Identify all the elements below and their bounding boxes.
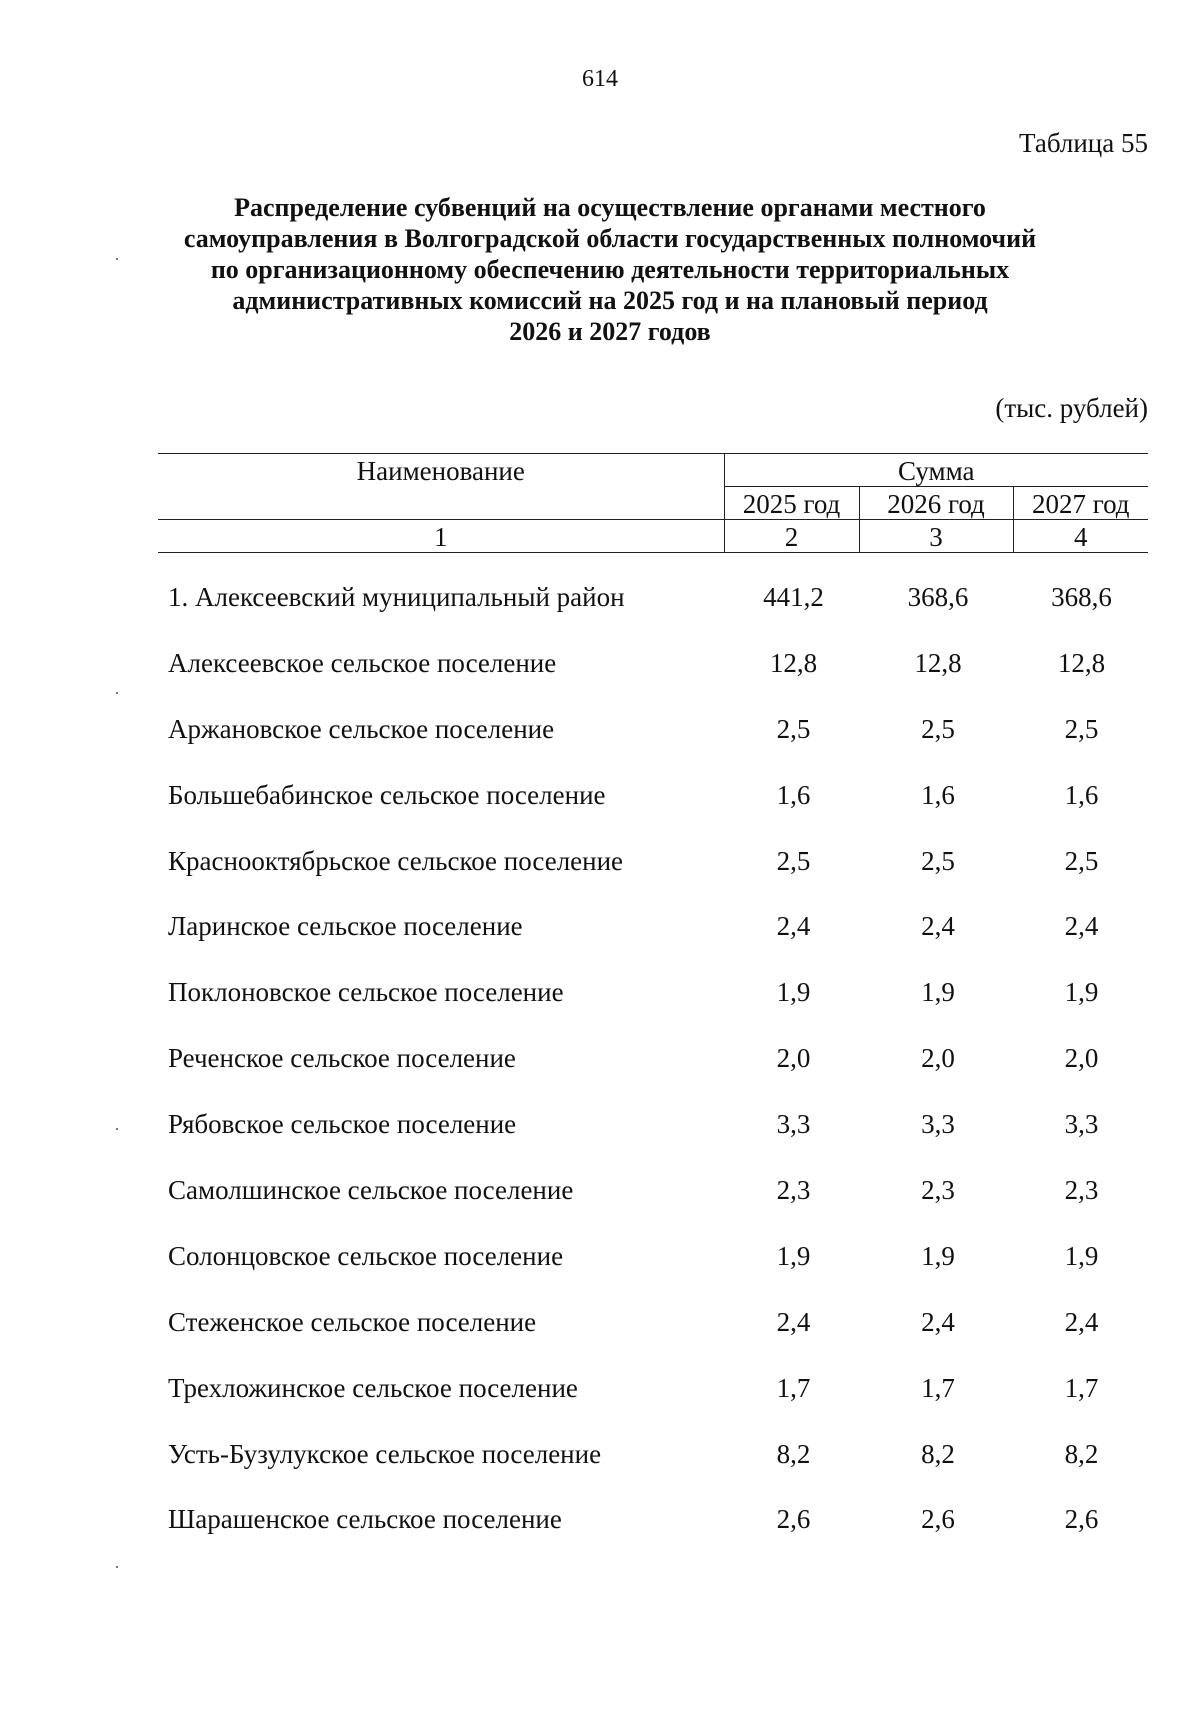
title-line: 2026 и 2027 годов bbox=[509, 317, 711, 346]
col-number-2: 2 bbox=[724, 520, 859, 553]
row-name: Шарашенское сельское поселение bbox=[168, 1504, 562, 1535]
header-sum: Сумма bbox=[724, 454, 1148, 487]
row-value-2027: 2,6 bbox=[1064, 1504, 1099, 1535]
units-label: (тыс. рублей) bbox=[995, 393, 1148, 423]
row-name: Усть-Бузулукское сельское поселение bbox=[168, 1438, 602, 1469]
row-name: Поклоновское сельское поселение bbox=[168, 977, 564, 1008]
row-value-2026: 368,6 bbox=[907, 582, 969, 612]
row-name: Стеженское сельское поселение bbox=[168, 1306, 537, 1337]
table-row bbox=[158, 1373, 1148, 1439]
table-row bbox=[158, 1175, 1148, 1241]
table-row bbox=[158, 1439, 1148, 1505]
table-row bbox=[158, 648, 1148, 714]
row-value-2026: 12,8 bbox=[914, 647, 962, 678]
table-row bbox=[158, 1504, 1148, 1570]
row-value-2026: 2,5 bbox=[921, 713, 955, 744]
table-row bbox=[158, 1109, 1148, 1175]
margin-speck bbox=[116, 1566, 118, 1568]
table-label: Таблица 55 bbox=[1019, 128, 1148, 158]
row-value-2026: 2,4 bbox=[921, 911, 955, 942]
row-name: Краснооктябрьское сельское поселение bbox=[168, 845, 624, 876]
row-name: 1. Алексеевский муниципальный район bbox=[168, 582, 625, 612]
table-row bbox=[158, 1241, 1148, 1307]
row-value-2027: 3,3 bbox=[1064, 1109, 1099, 1140]
header-year-2027: 2027 год bbox=[1013, 487, 1148, 520]
row-value-2027: 2,0 bbox=[1064, 1043, 1099, 1074]
row-name: Реченское сельское поселение bbox=[168, 1043, 516, 1074]
row-value-2025: 1,7 bbox=[776, 1372, 811, 1403]
table-row bbox=[158, 977, 1148, 1043]
title-line: Распределение субвенций на осуществление органами местного bbox=[234, 193, 986, 222]
row-value-2025: 2,0 bbox=[776, 1043, 811, 1074]
table-row bbox=[158, 1307, 1148, 1373]
col-number-4: 4 bbox=[1013, 520, 1148, 553]
row-value-2025: 2,6 bbox=[776, 1504, 811, 1535]
row-value-2027: 8,2 bbox=[1064, 1438, 1099, 1469]
row-value-2025: 8,2 bbox=[776, 1438, 811, 1469]
title-line: самоуправления в Волгоградской области государственных полномочий bbox=[183, 224, 1037, 253]
row-name: Солонцовское сельское поселение bbox=[168, 1240, 564, 1271]
table-row bbox=[158, 911, 1148, 977]
row-name: Аржановское сельское поселение bbox=[168, 713, 555, 744]
header-year-2026: 2026 год bbox=[859, 487, 1013, 520]
row-value-2025: 2,3 bbox=[776, 1175, 811, 1206]
row-value-2027: 1,6 bbox=[1064, 779, 1099, 810]
row-value-2027: 2,4 bbox=[1064, 1306, 1099, 1337]
margin-speck bbox=[116, 1128, 118, 1130]
row-value-2025: 2,5 bbox=[776, 713, 811, 744]
margin-speck bbox=[116, 258, 118, 260]
row-value-2027: 368,6 bbox=[1051, 582, 1112, 612]
table-row bbox=[158, 846, 1148, 912]
title-line: административных комиссий на 2025 год и на плановый период bbox=[232, 286, 988, 315]
row-value-2025: 1,6 bbox=[776, 779, 811, 810]
row-name: Ларинское сельское поселение bbox=[168, 911, 523, 942]
row-value-2025: 2,4 bbox=[776, 911, 811, 942]
row-name: Трехложинское сельское поселение bbox=[168, 1372, 578, 1403]
header-year-2025: 2025 год bbox=[724, 487, 859, 520]
table-row bbox=[158, 780, 1148, 846]
row-value-2027: 12,8 bbox=[1057, 647, 1106, 678]
header-name: Наименование bbox=[158, 454, 724, 520]
row-value-2027: 1,7 bbox=[1064, 1372, 1099, 1403]
page-number: 614 bbox=[582, 66, 618, 92]
row-value-2026: 8,2 bbox=[921, 1438, 955, 1469]
row-value-2025: 1,9 bbox=[776, 977, 811, 1008]
row-value-2027: 2,4 bbox=[1064, 911, 1099, 942]
row-value-2026: 2,0 bbox=[921, 1043, 955, 1074]
table-row bbox=[158, 582, 1148, 648]
row-value-2026: 2,6 bbox=[921, 1504, 955, 1535]
row-value-2025: 2,5 bbox=[776, 845, 811, 876]
row-value-2027: 2,5 bbox=[1064, 845, 1099, 876]
margin-speck bbox=[116, 692, 118, 694]
row-value-2025: 2,4 bbox=[776, 1306, 811, 1337]
table-body bbox=[158, 582, 1148, 1570]
row-value-2026: 1,7 bbox=[921, 1372, 955, 1403]
row-value-2025: 441,2 bbox=[763, 582, 824, 612]
row-value-2025: 3,3 bbox=[776, 1109, 811, 1140]
row-value-2026: 1,9 bbox=[921, 977, 955, 1008]
col-number-1: 1 bbox=[158, 520, 724, 553]
row-value-2026: 1,6 bbox=[921, 779, 955, 810]
row-name: Алексеевское сельское поселение bbox=[168, 647, 557, 678]
row-value-2027: 1,9 bbox=[1064, 977, 1099, 1008]
row-value-2026: 1,9 bbox=[921, 1240, 955, 1271]
table-header bbox=[158, 453, 1148, 553]
row-value-2026: 2,4 bbox=[921, 1306, 955, 1337]
title-line: по организационному обеспечению деятельности территориальных bbox=[210, 255, 1010, 284]
row-value-2026: 2,3 bbox=[921, 1175, 955, 1206]
document-title bbox=[150, 192, 1070, 347]
row-name: Большебабинское сельское поселение bbox=[168, 779, 606, 810]
table-row bbox=[158, 714, 1148, 780]
row-value-2027: 1,9 bbox=[1064, 1240, 1099, 1271]
row-value-2025: 12,8 bbox=[769, 647, 818, 678]
table-row bbox=[158, 1043, 1148, 1109]
row-value-2025: 1,9 bbox=[776, 1240, 811, 1271]
row-value-2026: 2,5 bbox=[921, 845, 955, 876]
row-name: Самолшинское сельское поселение bbox=[168, 1175, 574, 1206]
row-value-2027: 2,5 bbox=[1064, 713, 1099, 744]
col-number-3: 3 bbox=[859, 520, 1013, 553]
row-value-2027: 2,3 bbox=[1064, 1175, 1099, 1206]
row-value-2026: 3,3 bbox=[921, 1109, 955, 1140]
row-name: Рябовское сельское поселение bbox=[168, 1109, 517, 1140]
